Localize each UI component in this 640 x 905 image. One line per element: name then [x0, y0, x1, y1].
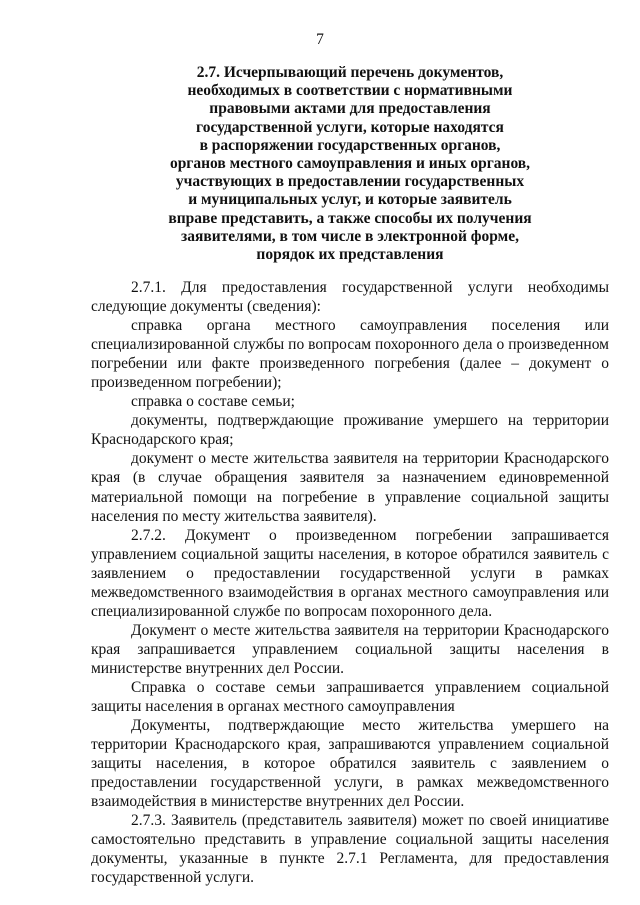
list-item-applicant-residence: документ о месте жительства заявителя на территории Краснодарского края (в случае обращения заявителя за назначением единовременной материальной помощи на погребение в управление социальной защиты населения по месту жительства заявителя). — [91, 450, 609, 525]
heading-line: в распоряжении государственных органов, — [199, 136, 501, 154]
paragraph-family-certificate-request: Справка о составе семьи запрашивается управлением социальной защиты населения в органах местного самоуправления — [91, 678, 609, 716]
heading-line: необходимых в соответствии с нормативными — [187, 82, 513, 100]
paragraph-applicant-residence-request: Документ о месте жительства заявителя на территории Краснодарского края запрашивается управлением социальной защиты населения в министерстве внутренних дел России. — [91, 621, 609, 677]
heading-line: государственной услуги, которые находятся — [196, 118, 504, 136]
heading-line: вправе представить, а также способы их получения — [168, 209, 532, 227]
list-item-family-certificate: справка о составе семьи; — [131, 393, 295, 411]
heading-line: заявителями, в том числе в электронной форме, — [181, 227, 519, 245]
heading-line: правовыми актами для предоставления — [209, 100, 491, 118]
heading-line: участвующих в предоставлении государственных — [175, 173, 525, 191]
paragraph-2-7-3: 2.7.3. Заявитель (представитель заявителя) может по своей инициативе самостоятельно представить в управление социальной защиты населения документы, указанные в пункте 2.7.1 Регламента, для предоставления государственной услуги. — [91, 812, 609, 887]
paragraph-2-7-1: 2.7.1. Для предоставления государственной услуги необходимы следующие документы (сведения): — [91, 279, 609, 316]
list-item-burial-certificate: справка органа местного самоуправления поселения или специализированной службы по вопросам похоронного дела о произведенном погребении или факте произведенного погребения (далее – документ о произведенном погребении); — [91, 317, 609, 392]
heading-line: порядок их представления — [256, 246, 444, 264]
list-item-residence-of-deceased: документы, подтверждающие проживание умершего на территории Краснодарского края; — [91, 412, 609, 449]
section-heading — [150, 64, 550, 264]
heading-line: и муниципальных услуг, и которые заявитель — [188, 191, 512, 209]
document-body — [91, 278, 609, 888]
heading-line: органов местного самоуправления и иных органов, — [169, 155, 531, 173]
paragraph-deceased-residence-request: Документы, подтверждающие место жительства умершего на территории Краснодарского края, запрашиваются управлением социальной защиты населения, в которое обратился заявитель с заявлением о предоставлении государственной услуги, в рамках межведомственного взаимодействия в министерстве внутренних дел России. — [91, 717, 609, 811]
page-number: 7 — [316, 31, 324, 48]
paragraph-2-7-2: 2.7.2. Документ о произведенном погребении запрашивается управлением социальной защиты населения, в которое обратился заявитель с заявлением о предоставлении государственной услуги в рамках межведомственного взаимодействия в органах местного самоуправления или специализированной службе по вопросам похоронного дела. — [91, 526, 609, 620]
heading-line: 2.7. Исчерпывающий перечень документов, — [196, 64, 504, 81]
